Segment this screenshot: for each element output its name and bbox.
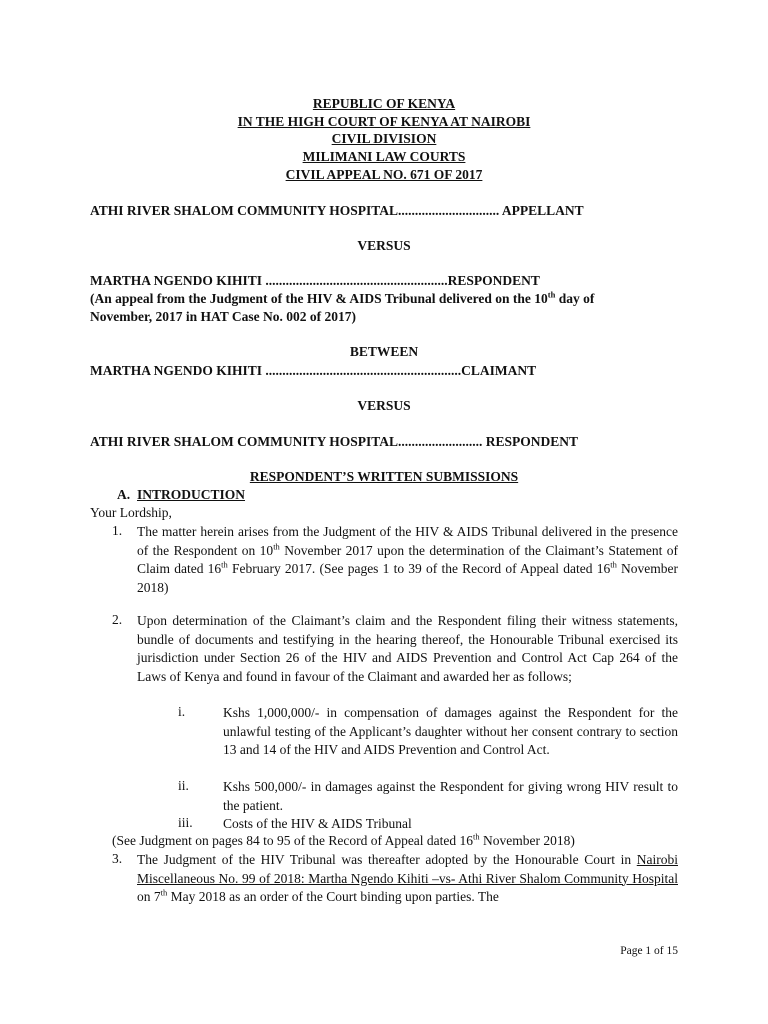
versus-2: VERSUS [357, 398, 411, 413]
page-number: Page 1 of 15 [620, 945, 678, 957]
respondent-role: RESPONDENT [447, 273, 540, 288]
respondent-name: MARTHA NGENDO KIHITI [90, 273, 266, 288]
award-ii-number: ii. [178, 778, 189, 793]
paragraph-3-number: 3. [112, 851, 123, 866]
p3-text-a: The Judgment of the HIV Tribunal was thereafter adopted by the Honourable Court in [137, 852, 637, 867]
paragraph-3 [137, 851, 678, 907]
appellant-line [90, 202, 680, 220]
note-text-b: November 2018) [479, 833, 575, 848]
appeal-note-text-a: (An appeal from the Judgment of the HIV & AIDS Tribunal delivered on the 10 [90, 291, 548, 306]
claimant-dots: .......................................................... [265, 363, 462, 378]
versus-1: VERSUS [357, 238, 411, 253]
award-ii-text: Kshs 500,000/- in damages against the Respondent for giving wrong HIV result to the patient. [223, 779, 678, 813]
note-text-a: (See Judgment on pages 84 to 95 of the Record of Appeal dated 16 [112, 833, 474, 848]
p1-sup-2: th [221, 559, 228, 570]
p1-sup-1: th [273, 541, 280, 551]
p3-text-b: on 7 [137, 889, 161, 904]
heading-division: CIVIL DIVISION [331, 131, 437, 146]
appeal-note-sup: th [547, 289, 556, 300]
appellant-name: ATHI RIVER SHALOM COMMUNITY HOSPITAL [90, 203, 399, 218]
judgment-reference-note [112, 833, 575, 849]
between-heading: BETWEEN [349, 344, 419, 359]
respondent-dots: ...................................................... [265, 273, 448, 288]
respondent2-role: RESPONDENT [482, 434, 579, 449]
section-a-letter: A. [117, 487, 131, 502]
paragraph-2: Upon determination of the Claimant’s claim and the Respondent filing their witness statements, bundle of documents and testifying in the hearing thereof, the Honourable Tribunal exercised its jurisdiction under Section 26 of the HIV and AIDS Prevention and Control Act Cap 264 of the Laws of Kenya and found in favour of the Claimant and awarded her as follows; [137, 613, 678, 684]
p1-text-d: November 2018) [137, 561, 679, 595]
section-a-title: INTRODUCTION [137, 487, 246, 502]
p1-text-b: November 2017 upon the determination of the Claimant’s Statement of Claim dated 16 [137, 542, 678, 576]
appeal-note-text-b: day of [555, 291, 595, 306]
appellant-role: APPELLANT [499, 203, 584, 218]
respondent-line [90, 272, 680, 290]
p3-text-c: May 2018 as an order of the Court binding upon parties. The [167, 889, 499, 904]
heading-court: IN THE HIGH COURT OF KENYA AT NAIROBI [237, 114, 531, 129]
submissions-title: RESPONDENT’S WRITTEN SUBMISSIONS [249, 469, 519, 484]
paragraph-2-number: 2. [112, 612, 123, 627]
appeal-note-line-2: November, 2017 in HAT Case No. 002 of 2017) [90, 309, 356, 324]
paragraph-1-number: 1. [112, 523, 123, 538]
respondent2-line [90, 433, 680, 451]
award-i-text: Kshs 1,000,000/- in compensation of damages against the Respondent for the unlawful testing of the Applicant’s daughter without her consent contrary to section 13 and 14 of the HIV and AIDS Prevention and Control Act. [223, 705, 678, 757]
p3-sup: th [160, 887, 168, 898]
claimant-name: MARTHA NGENDO KIHITI [90, 363, 266, 378]
p1-sup-3: th [610, 559, 617, 570]
heading-republic: REPUBLIC OF KENYA [312, 96, 456, 111]
appellant-dots: .............................. [398, 203, 500, 218]
respondent2-dots: ......................... [398, 434, 483, 449]
award-iii-number: iii. [178, 815, 193, 830]
heading-law-courts: MILIMANI LAW COURTS [302, 149, 466, 164]
award-i-number: i. [178, 704, 186, 719]
appeal-note-line-1 [90, 290, 680, 308]
respondent2-name: ATHI RIVER SHALOM COMMUNITY HOSPITAL [90, 434, 399, 449]
note-sup: th [473, 831, 480, 842]
heading-appeal-number: CIVIL APPEAL NO. 671 OF 2017 [285, 167, 483, 182]
p1-text-c: February 2017. (See pages 1 to 39 of the Record of Appeal dated 16 [227, 561, 611, 576]
p1-text-a: The matter herein arises from the Judgment of the HIV & AIDS Tribunal delivered in the presence of the Respondent on 10 [137, 524, 678, 558]
claimant-line [90, 362, 680, 380]
p3-case-citation: Nairobi Miscellaneous No. 99 of 2018: Martha Ngendo Kihiti –vs- Athi River Shalom Community Hospital [137, 852, 678, 886]
salutation: Your Lordship, [90, 505, 172, 520]
paragraph-1 [137, 523, 678, 597]
claimant-role: CLAIMANT [461, 363, 537, 378]
award-iii-text: Costs of the HIV & AIDS Tribunal [223, 816, 412, 831]
